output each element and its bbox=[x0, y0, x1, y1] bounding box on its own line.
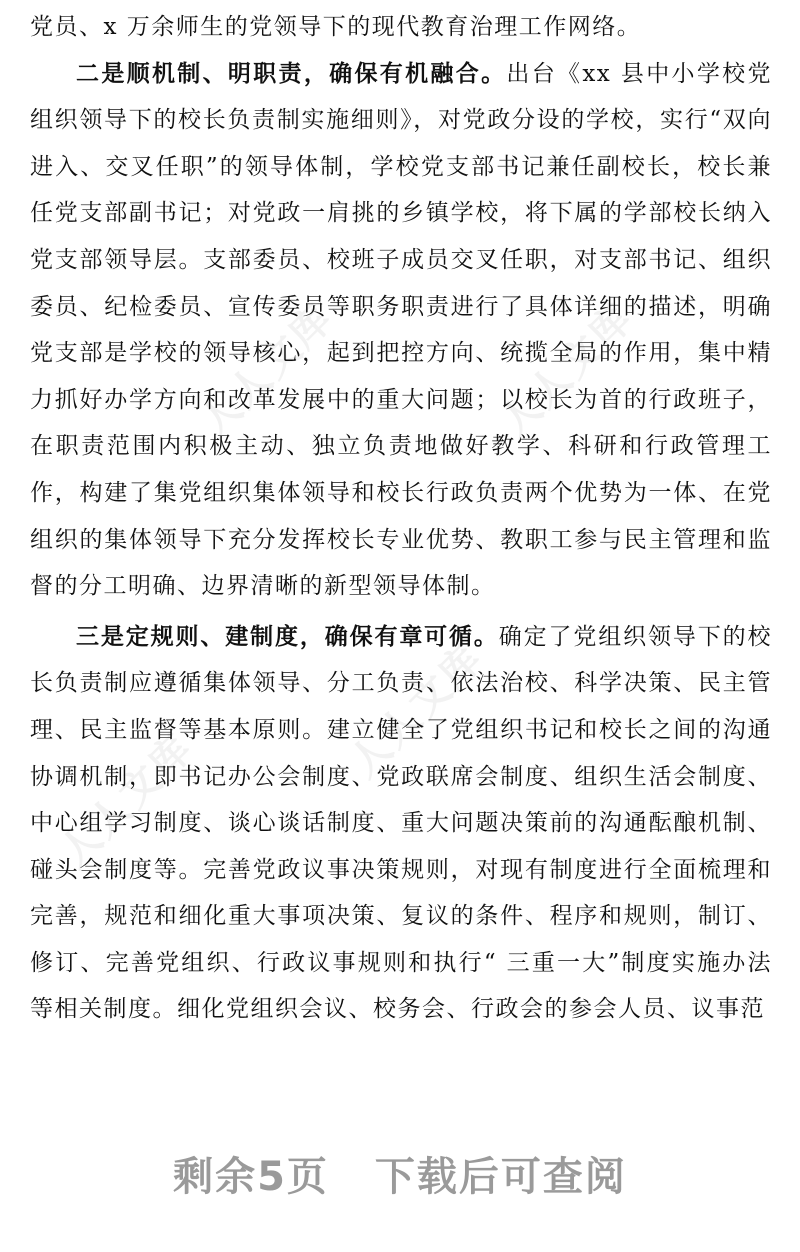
watermark: 人人文库 bbox=[50, 725, 203, 877]
watermark: 人人文库 bbox=[340, 635, 493, 787]
watermark: 人人文库 bbox=[490, 295, 643, 447]
paragraph-text: 确定了党组织领导下的校长负责制应遵循集体领导、分工负责、依法治校、科学决策、民主管理、民主监督等基本原则。建立健全了党组织书记和校长之间的沟通协调机制，即书记办公会制度、党政联席会制度、组织生活会制度、中心组学习制度、谈心谈话制度、重大问题决策前的沟通酝酿机制、碰头会制度等。完善党政议事决策规则，对现有制度进行全面梳理和完善，规范和细化重大事项决策、复议的条件、程序和规则，制订、修订、完善党组织、行政议事规则和执行“ 三重一大”制度实施办法等相关制度。细化党组织会议、校务会、行政会的参会人员、议事范 bbox=[30, 623, 773, 1023]
paragraph-lead: 三是定规则、建制度，确保有章可循。 bbox=[76, 623, 499, 650]
document-body bbox=[30, 4, 772, 1033]
continued-line: 党员、x 万余师生的党领导下的现代教育治理工作网络。 bbox=[30, 14, 642, 40]
download-prompt[interactable] bbox=[0, 1145, 800, 1202]
paragraph-lead: 二是顺机制、明职责，确保有机融合。 bbox=[76, 60, 507, 87]
remaining-pages-label: 剩余5页 bbox=[173, 1154, 329, 1200]
download-to-view-label: 下载后可查阅 bbox=[374, 1154, 627, 1200]
watermark: 人人文库 bbox=[190, 295, 343, 447]
paragraph-two bbox=[30, 51, 772, 610]
paragraph-three bbox=[30, 614, 772, 1033]
paragraph-text: 出台《xx 县中小学校党组织领导下的校长负责制实施细则》，对党政分设的学校，实行“双向进入、交叉任职”的领导体制，学校党支部书记兼任副校长，校长兼任党支部副书记；对党政一肩挑的乡镇学校，将下属的学部校长纳入党支部领导层。支部委员、校班子成员交叉任职，对支部书记、组织委员、纪检委员、宣传委员等职务职责进行了具体详细的描述，明确党支部是学校的领导核心，起到把控方向、统揽全局的作用，集中精力抓好办学方向和改革发展中的重大问题；以校长为首的行政班子，在职责范围内积极主动、独立负责地做好教学、科研和行政管理工作，构建了集党组织集体领导和校长行政负责两个优势为一体、在党组织的集体领导下充分发挥校长专业优势、教职工参与民主管理和监督的分工明确、边界清晰的新型领导体制。 bbox=[30, 60, 772, 600]
